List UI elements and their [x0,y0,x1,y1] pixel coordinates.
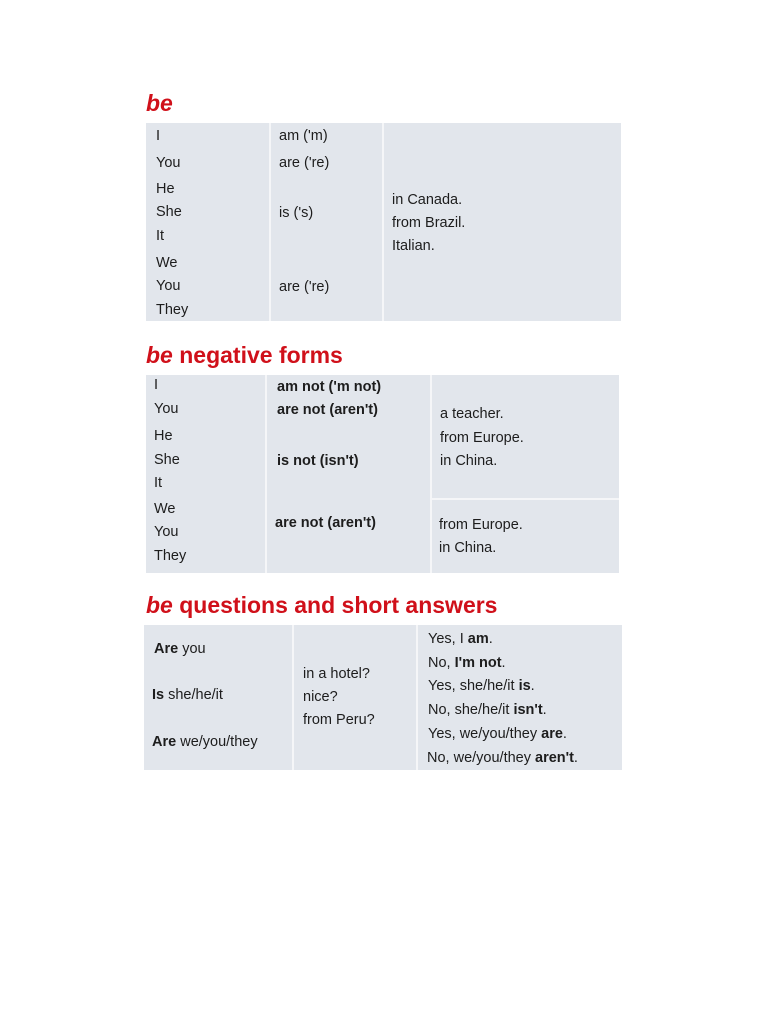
verb-cell: is ('s) [279,205,314,221]
question-verb: Are [152,734,177,750]
subject-cell: He [154,428,173,444]
title-be-italic: be [146,342,173,368]
column-separator [269,123,271,321]
subject-cell: He [156,181,175,197]
be-table [146,123,621,321]
subject-cell: I [154,377,159,393]
complement-cell: from Peru? [303,712,375,728]
question-verb: Is [152,687,165,703]
verb-cell: am ('m) [279,128,328,144]
subject-cell: We [156,255,178,271]
question-cell [152,733,258,751]
verb-cell: are not (aren't) [277,402,378,418]
verb-cell: am not ('m not) [277,379,382,395]
section-negative-title [146,344,343,367]
subject-cell: They [154,548,187,564]
complement-cell: a teacher. [440,406,504,422]
short-answer: No, I'm not. [428,655,506,671]
short-answer: Yes, I am. [428,631,493,647]
question-verb: Are [154,641,179,657]
short-answer: No, she/he/it isn't. [428,702,547,718]
verb-cell: are ('re) [279,155,330,171]
complement-cell: in Canada. [392,192,463,208]
subject-cell: They [156,302,189,318]
column-separator [382,123,384,321]
short-answer: Yes, we/you/they are. [428,726,567,742]
question-cell [152,686,223,704]
subject-cell: It [156,228,165,244]
column-separator [292,625,294,770]
column-separator [430,375,432,573]
complement-cell: nice? [303,689,338,705]
question-subject: we/you/they [176,734,258,750]
complement-cell: Italian. [392,238,435,254]
complement-cell: in China. [440,453,498,469]
complement-cell: from Brazil. [392,215,466,231]
subject-cell: You [156,278,181,294]
subject-cell: You [156,155,181,171]
section-questions-title [146,594,497,617]
answer-verb: is [518,678,531,694]
complement-cell: from Europe. [440,430,524,446]
title-be-italic: be [146,90,173,116]
answer-verb: aren't [535,750,574,766]
title-rest: negative forms [172,342,343,368]
title-rest: questions and short answers [172,592,498,618]
short-answer: Yes, she/he/it is. [428,678,535,694]
subject-cell: You [154,401,179,417]
verb-cell: are ('re) [279,279,330,295]
title-be-italic: be [146,592,173,618]
subject-cell: You [154,524,179,540]
answer-verb: am [467,631,489,647]
subject-cell: It [154,475,163,491]
subject-cell: I [156,128,161,144]
column-separator [416,625,418,770]
subject-cell: She [156,204,182,220]
row-separator [430,498,619,500]
answer-verb: isn't [513,702,543,718]
subject-cell: She [154,452,180,468]
questions-table [144,625,622,770]
verb-cell: is not (isn't) [277,453,359,469]
answer-verb: I'm not [454,655,502,671]
short-answer: No, we/you/they aren't. [427,750,578,766]
answer-verb: are [541,726,563,742]
column-separator [265,375,267,573]
question-subject: she/he/it [164,687,223,703]
section-be-title [146,92,173,115]
subject-cell: We [154,501,176,517]
complement-cell: from Europe. [439,517,523,533]
question-subject: you [178,641,206,657]
complement-cell: in a hotel? [303,666,370,682]
negative-table [146,375,619,573]
verb-cell: are not (aren't) [275,515,376,531]
complement-cell: in China. [439,540,497,556]
question-cell [154,640,206,658]
